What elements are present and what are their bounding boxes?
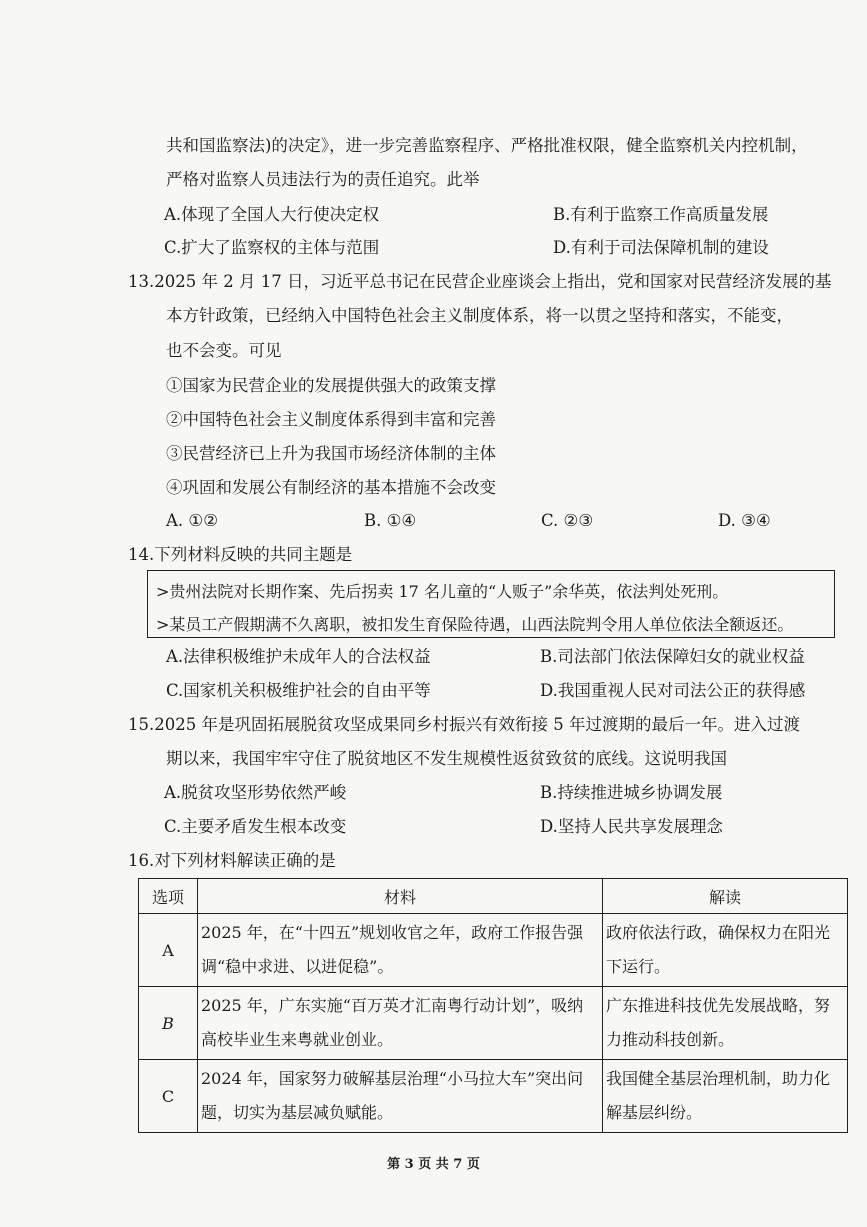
q15-line2: 期以来，我国牢牢守住了脱贫地区不发生规模性返贫致贫的底线。这说明我国 [166,749,727,768]
q12-option-c: C.扩大了监察权的主体与范围 [164,238,380,257]
reading-line: 解基层纠纷。 [606,1103,703,1122]
q13-statement-4: ④巩固和发展公有制经济的基本措施不会改变 [166,478,496,497]
material-line: 2025 年，广东实施“百万英才汇南粤行动计划”，吸纳 [201,996,584,1015]
q15-line1: 15.2025 年是巩固拓展脱贫攻坚成果同乡村振兴有效衔接 5 年过渡期的最后一年。进入过渡 [128,715,800,734]
reading-line: 政府依法行政，确保权力在阳光 [606,923,831,942]
reading-line: 下运行。 [606,957,671,976]
material-line: 题，切实为基层减负赋能。 [201,1103,394,1122]
q13-line1: 13.2025 年 2 月 17 日，习近平总书记在民营企业座谈会上指出，党和国家对民营经济发展的基 [128,272,832,291]
material-line: 2024 年，国家努力破解基层治理“小马拉大车”突出问 [201,1069,584,1088]
reading-line: 我国健全基层治理机制，助力化 [606,1069,831,1088]
q15-option-b: B.持续推进城乡协调发展 [540,783,723,802]
reading-line: 广东推进科技优先发展战略，努 [606,996,831,1015]
row-material [198,1060,603,1133]
row-reading [603,987,848,1060]
q13-option-d: D. ③④ [718,511,771,530]
material-line: 2025 年，在“十四五”规划收官之年，政府工作报告强 [201,923,584,942]
q14-option-c: C.国家机关积极维护社会的自由平等 [166,681,431,700]
table-header-row [139,879,848,914]
q12-option-b: B.有利于监察工作高质量发展 [553,205,769,224]
q13-option-a: A. ①② [166,511,218,530]
q12-line2: 严格对监察人员违法行为的责任追究。此举 [166,170,480,189]
q14-option-b: B.司法部门依法保障妇女的就业权益 [540,647,805,666]
material-line: 调“稳中求进、以进促稳”。 [201,957,394,976]
header-option: 选项 [139,879,198,914]
q13-statement-2: ②中国特色社会主义制度体系得到丰富和完善 [166,410,496,429]
q14-material-box [147,570,835,638]
q15-option-a: A.脱贫攻坚形势依然严峻 [164,783,347,802]
table-row [139,987,848,1060]
q14-option-a: A.法律积极维护未成年人的合法权益 [166,647,431,666]
row-label: C [139,1060,198,1133]
q14-option-d: D.我国重视人民对司法公正的获得感 [540,681,806,700]
row-reading [603,914,848,987]
q12-option-d: D.有利于司法保障机制的建设 [553,238,769,257]
q15-option-d: D.坚持人民共享发展理念 [540,817,723,836]
q13-option-c: C. ②③ [541,511,594,530]
q15-option-c: C.主要矛盾发生根本改变 [164,817,347,836]
row-label: B [139,987,198,1060]
q13-statement-3: ③民营经济已上升为我国市场经济体制的主体 [166,444,496,463]
page-footer: 第 3 页 共 7 页 [387,1157,480,1172]
q16-stem: 16.对下列材料解读正确的是 [128,851,336,870]
q12-option-a: A.体现了全国人大行使决定权 [164,205,380,224]
q14-material-2: >某员工产假期满不久离职，被扣发生育保险待遇，山西法院判令用人单位依法全额返还。 [156,615,794,634]
q14-material-1: >贵州法院对长期作案、先后拐卖 17 名儿童的“人贩子”余华英，依法判处死刑。 [156,582,729,601]
q13-option-b: B. ①④ [364,511,417,530]
row-reading [603,1060,848,1133]
q13-line3: 也不会变。可见 [166,341,282,360]
header-reading: 解读 [603,879,848,914]
q13-line2: 本方针政策，已经纳入中国特色社会主义制度体系，将一以贯之坚持和落实，不能变， [166,306,793,325]
q14-stem: 14.下列材料反映的共同主题是 [128,545,353,564]
material-line: 高校毕业生来粤就业创业。 [201,1030,394,1049]
row-material [198,987,603,1060]
row-material [198,914,603,987]
q13-statement-1: ①国家为民营企业的发展提供强大的政策支撑 [166,376,496,395]
row-label: A [139,914,198,987]
q16-table [138,878,848,1133]
table-row [139,914,848,987]
header-material: 材料 [198,879,603,914]
table-row [139,1060,848,1133]
q12-line1: 共和国监察法)的决定》，进一步完善监察程序、严格批准权限，健全监察机关内控机制， [166,136,808,155]
reading-line: 力推动科技创新。 [606,1030,735,1049]
